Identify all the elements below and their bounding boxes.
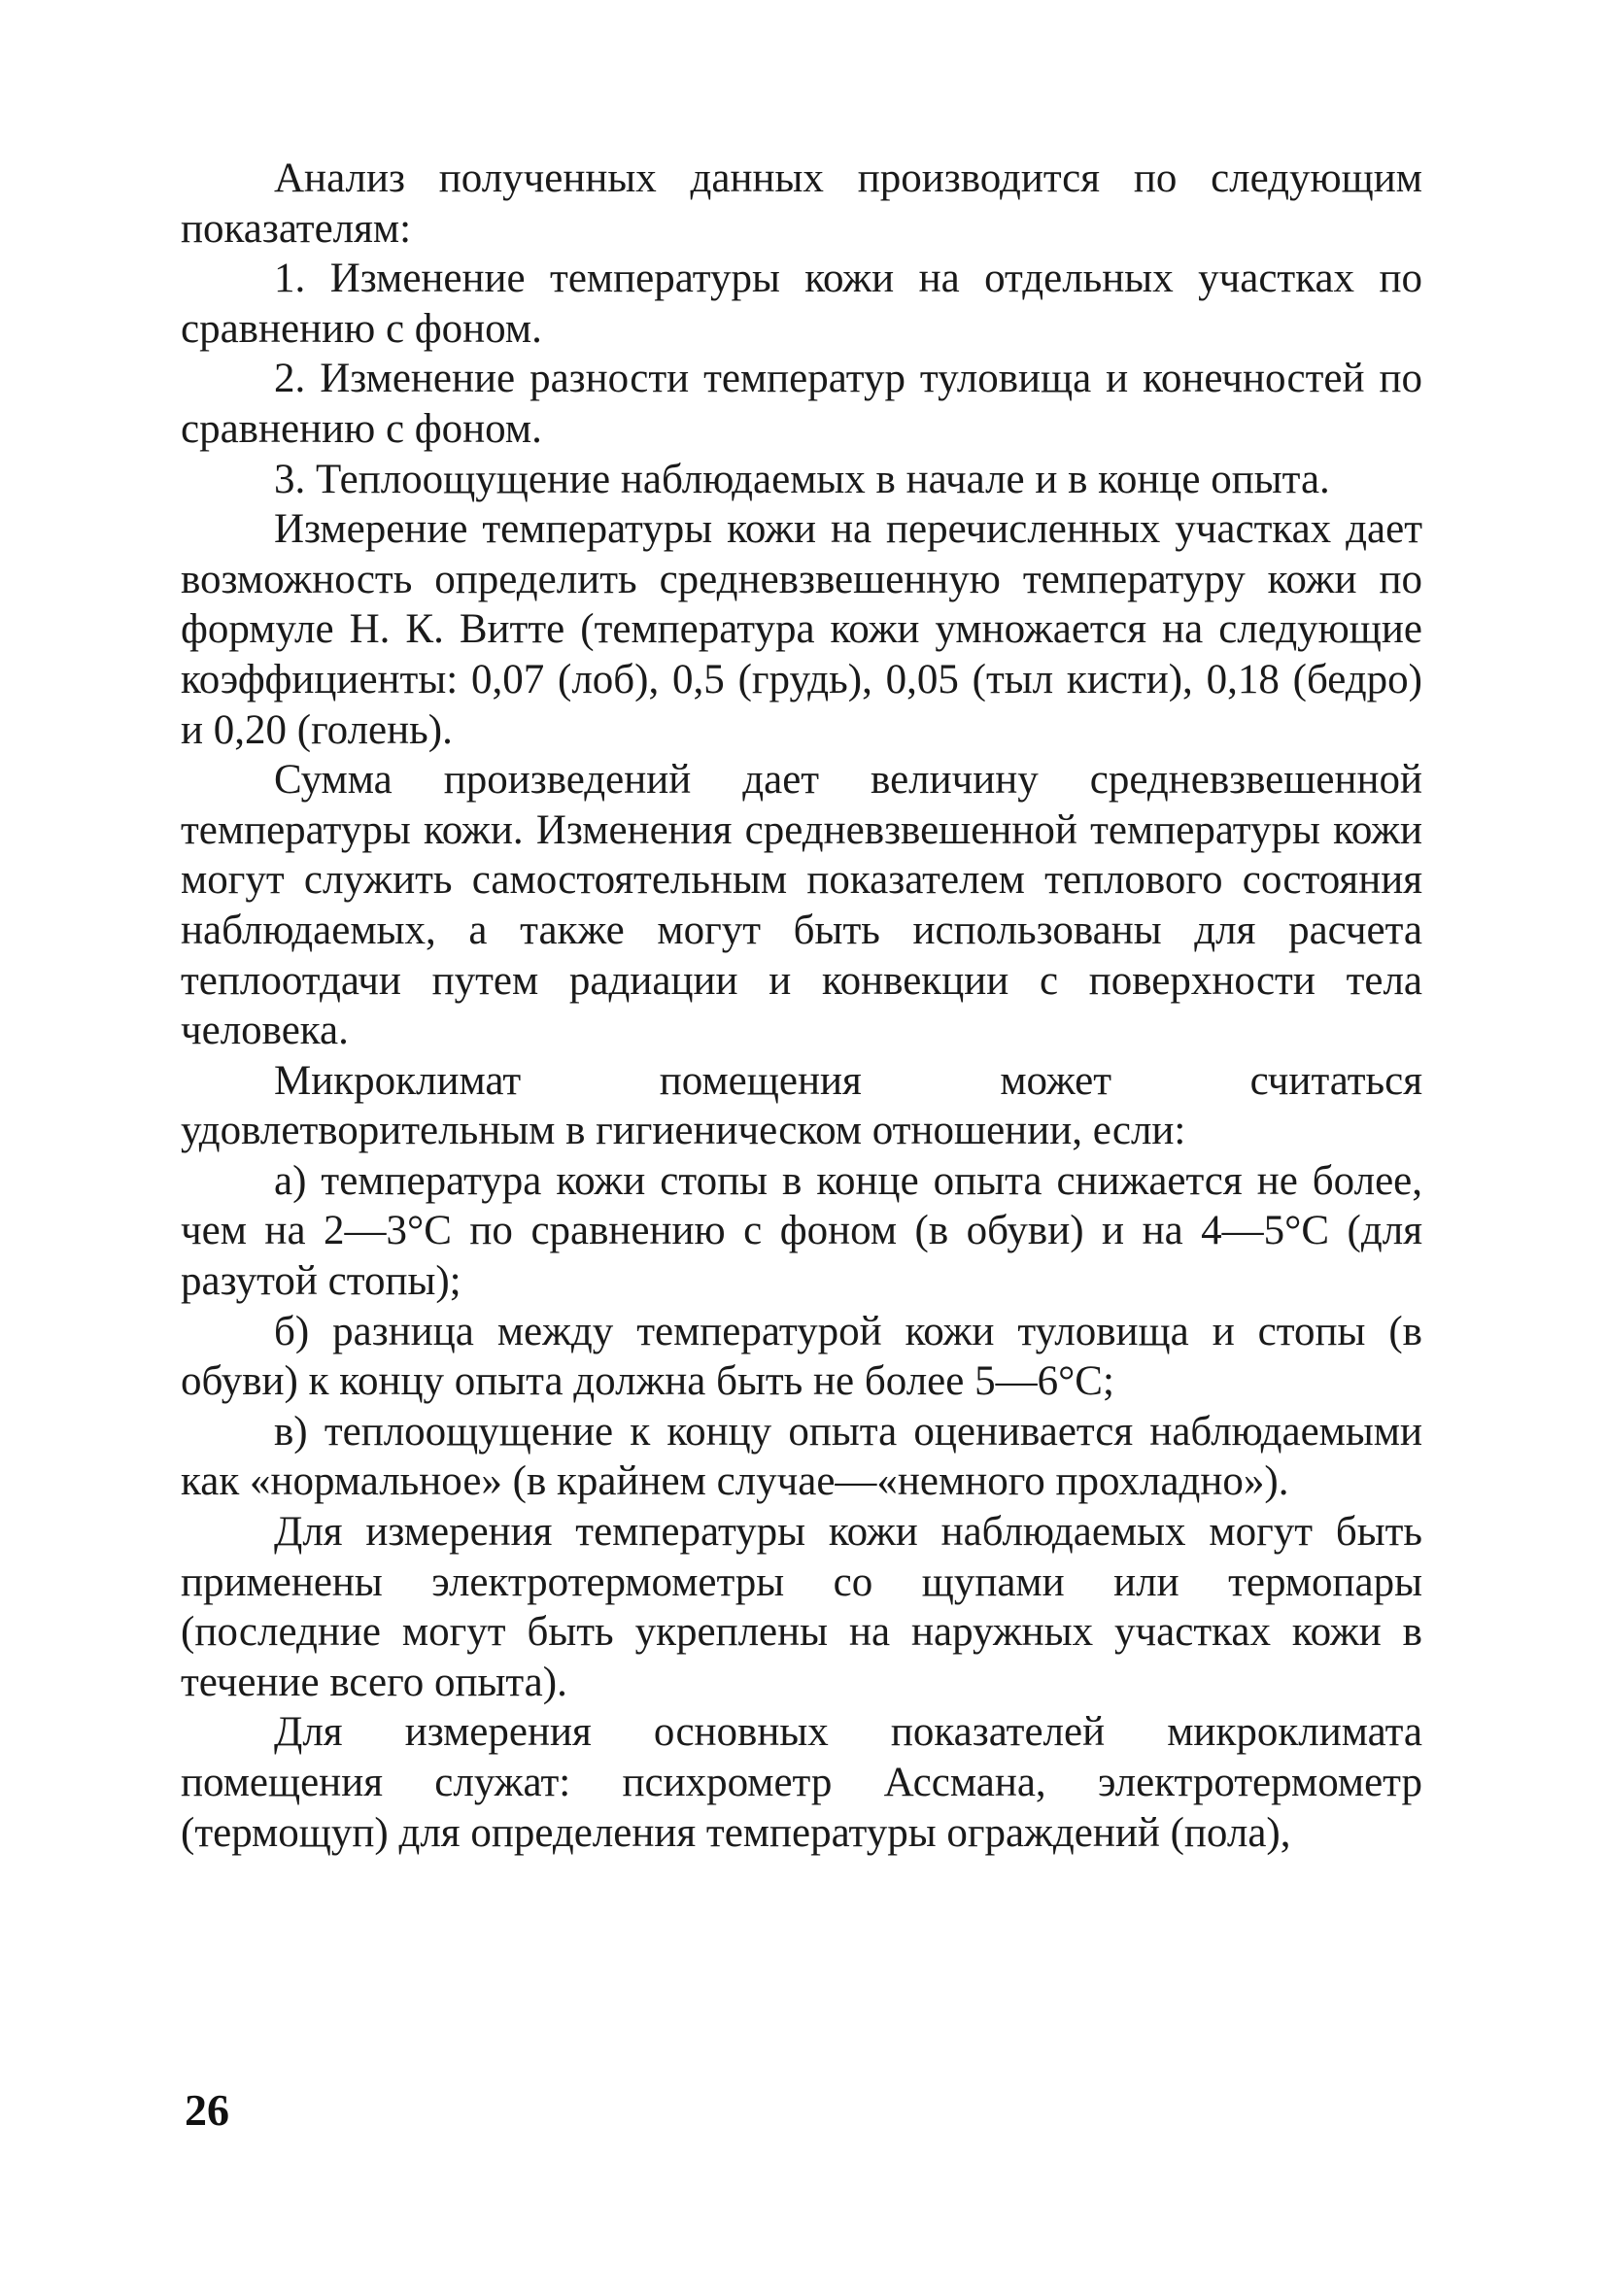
paragraph-item-3: 3. Теплоощущение наблюдаемых в начале и в конце опыта. bbox=[274, 456, 1330, 502]
paragraph-sum: Сумма произведений дает величину средневзвешенной температуры кожи. Изменения средневзвешенной температуры кожи могут служить самостоятельным показателем теплового состояния наблюдаемых, а также могут быть использованы для расчета теплоотдачи путем радиации и конвекции с поверхности тела человека. bbox=[181, 757, 1422, 1054]
paragraph-microclimate: Микроклимат помещения может считаться удовлетворительным в гигиеническом отношении, если: bbox=[181, 1057, 1422, 1154]
paragraph-condition-c: в) теплоощущение к концу опыта оценивается наблюдаемыми как «нормальное» (в крайнем случае—«немного прохладно»). bbox=[181, 1408, 1422, 1505]
paragraph-intro: Анализ полученных данных производится по следующим показателям: bbox=[181, 155, 1422, 252]
page-number: 26 bbox=[185, 2085, 229, 2135]
page-body bbox=[181, 154, 1422, 1858]
paragraph-item-2: 2. Изменение разности температур туловища и конечностей по сравнению с фоном. bbox=[181, 356, 1422, 452]
paragraph-instruments-skin: Для измерения температуры кожи наблюдаемых могут быть применены электротермометры со щупами или термопары (последние могут быть укреплены на наружных участках кожи в течение всего опыта). bbox=[181, 1509, 1422, 1705]
paragraph-condition-b: б) разница между температурой кожи туловища и стопы (в обуви) к концу опыта должна быть не более 5—6°С; bbox=[181, 1308, 1422, 1405]
paragraph-condition-a: а) температура кожи стопы в конце опыта снижается не более, чем на 2—3°С по сравнению с фоном (в обуви) и на 4—5°С (для разутой стопы); bbox=[181, 1157, 1422, 1305]
paragraph-measurement: Измерение температуры кожи на перечисленных участках дает возможность определить средневзвешенную температуру кожи по формуле Н. К. Витте (температура кожи умножается на следующие коэффициенты: 0,07 (лоб), 0,5 (грудь), 0,05 (тыл кисти), 0,18 (бедро) и 0,20 (голень). bbox=[181, 506, 1422, 753]
paragraph-instruments-room: Для измерения основных показателей микроклимата помещения служат: психрометр Ассмана, электротермометр (термощуп) для определения температуры ограждений (пола), bbox=[181, 1709, 1422, 1856]
paragraph-item-1: 1. Изменение температуры кожи на отдельных участках по сравнению с фоном. bbox=[181, 256, 1422, 352]
